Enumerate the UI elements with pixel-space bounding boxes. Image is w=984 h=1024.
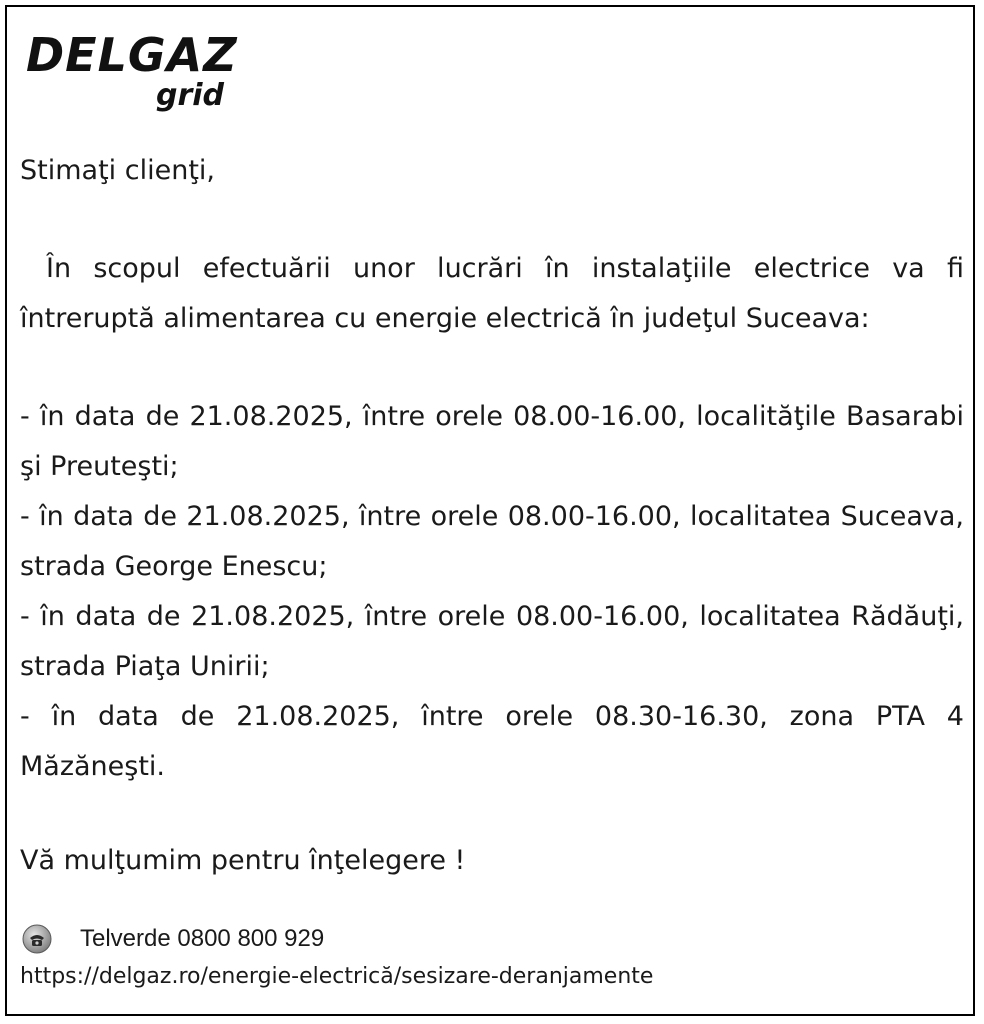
hotline — [22, 922, 324, 956]
outage-item: - în data de 21.08.2025, între orele 08.00-16.00, localităţile Basarabi şi Preuteşti; — [20, 401, 964, 482]
report-url[interactable]: https://delgaz.ro/energie-electrică/sesizare-deranjamente — [20, 964, 654, 989]
phone-icon — [22, 924, 52, 954]
outage-list — [20, 392, 964, 792]
outage-item: - în data de 21.08.2025, între orele 08.00-16.00, localitatea Suceava, strada George Enescu; — [20, 501, 964, 582]
logo-subtitle: grid — [156, 78, 225, 113]
hotline-number: Telverde 0800 800 929 — [80, 925, 325, 952]
outage-item: - în data de 21.08.2025, între orele 08.00-16.00, localitatea Rădăuţi, strada Piaţa Unirii; — [20, 601, 964, 682]
intro-paragraph: În scopul efectuării unor lucrări în instalaţiile electrice va fi întreruptă alimentarea cu energie electrică în judeţul Suceava: — [20, 253, 964, 334]
thanks-message: Vă mulţumim pentru înţelegere ! — [20, 845, 466, 876]
outage-item: - în data de 21.08.2025, între orele 08.30-16.30, zona PTA 4 Măzăneşti. — [20, 701, 964, 782]
greeting: Stimaţi clienţi, — [20, 155, 215, 186]
delgaz-grid-logo — [26, 28, 246, 118]
logo-wordmark: DELGAZ — [26, 28, 238, 82]
